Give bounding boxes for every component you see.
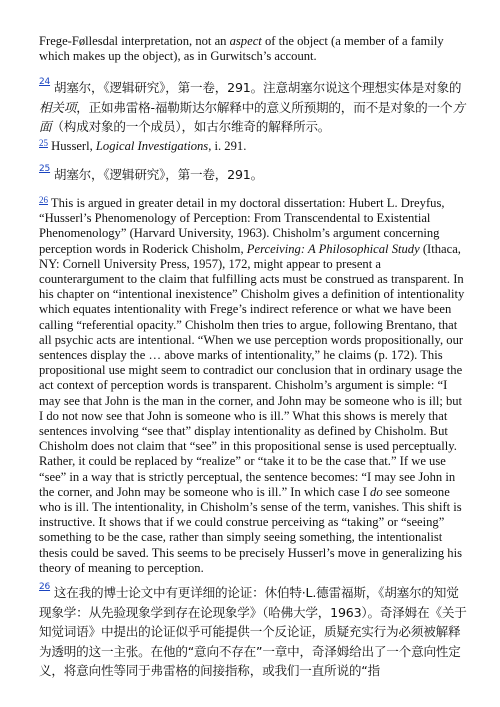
text-span: （构成对象的一个成员），如古尔维奇的解释所示。: [51, 119, 331, 134]
text-span: 这在我的博士论文中有更详细的论证：休伯特·L.德雷福斯，《胡塞尔的知觉现象学：从先验现象学到存在论现象学》（哈佛大学，1963）。奇泽姆在《关于知觉词语》中提出的论证似乎可能提供一个反论证，质疑充实行为必须被解释为透明的这一主张。在他的“意向不存在”一章中，奇泽姆给出了一个意向性定义，将意向性等同于弗雷格的间接指称，或我们一直所说的“指: [39, 585, 467, 678]
text-span: , i. 291.: [208, 139, 247, 153]
footnote-ref-25-zh[interactable]: 25: [39, 164, 51, 174]
text-span: Frege-Føllesdal interpretation, not an: [39, 34, 230, 48]
footnote-25-zh: [39, 165, 469, 185]
paragraph-continuation-en: [39, 34, 469, 64]
text-span: 胡塞尔，《逻辑研究》，第一卷，291。: [50, 167, 264, 182]
text-span: ，正如弗雷格-福勒斯达尔解释中的意义所预期的，而不是对象的一个: [76, 99, 453, 115]
italic-title: Perceiving: A Philosophical Study: [246, 241, 420, 256]
footnote-24-zh: [39, 78, 469, 137]
text-span: (Ithaca, NY: Cornell University Press, 1957), 172, might appear to present a counterargument to the claim that fulfilling acts must be construed as transparent. In his chapter on “intentional inexistence” Chisholm gives a definition of intentionality which equates intentionality with Frege’s indirect reference or what we have been calling “referential opacity.” Chisholm then tries to argue, following Brentano, that all psychic acts are intentional. “When we use perception words propositionally, our sentences display the … above marks of intentionality,” he claims (p. 172). This propositional use might seem to contradict our conclusion that in ordinary usage the act context of perception words is transparent. Chisholm’s argument is simple: “I may see that John is the man in the corner, and John may be someone who is ill; but I do not now see that John is someone who is ill.” What this shows is merely that sentences involving “see that” display intentionality as defined by Chisholm. But Chisholm does not claim that “see” in this propositional sense is used perceptually. Rather, it could be replaced by “realize” or “take it to be the case that.” If we use “see” in a way that is strictly perceptual, the sentence becomes: “I may see John in the corner, and John may be someone who is ill.” In which case I: [39, 241, 465, 499]
text-span: 胡塞尔，《逻辑研究》，第一卷，291。注意胡塞尔说这个理想实体是对象的: [50, 80, 462, 95]
italic-term: 相关项: [39, 99, 77, 115]
footnote-ref-24[interactable]: 24: [39, 77, 51, 87]
footnote-ref-26-zh[interactable]: 26: [39, 582, 51, 592]
footnote-25-en: [39, 139, 469, 154]
italic-title: Logical Investigations: [95, 139, 209, 153]
footnote-26-zh: [39, 583, 469, 681]
text-span: see someone who is ill. The intentionality, in Chisholm’s sense of the term, vanishes. This shift is instructive. It shows that if we could construe perceiving as “taking” or “seeing” something to be the case, rather than simply seeing something, the intentionalist thesis could be saved. This seems to be precisely Husserl’s move in generalizing his theory of meaning to perception.: [39, 484, 462, 575]
italic-emphasis: do: [370, 484, 383, 499]
text-span: of the object (a member of a family which makes up the object), as in Gurwitsch’s account.: [39, 34, 444, 64]
italic-term: 方面: [39, 99, 465, 134]
footnote-26-en: [39, 196, 469, 576]
footnote-ref-26[interactable]: 26: [39, 195, 48, 205]
text-span: This is argued in greater detail in my doctoral dissertation: Hubert L. Dreyfus, “Husserl’s Phenomenology of Perception: From Transcendental to Existential Phenomenology” (Harvard University, 1963). Chisholm’s argument concerning perception words in Roderick Chisholm,: [39, 196, 445, 256]
text-span: Husserl,: [48, 139, 96, 153]
italic-term: aspect: [229, 34, 262, 48]
footnote-ref-25[interactable]: 25: [39, 138, 48, 148]
